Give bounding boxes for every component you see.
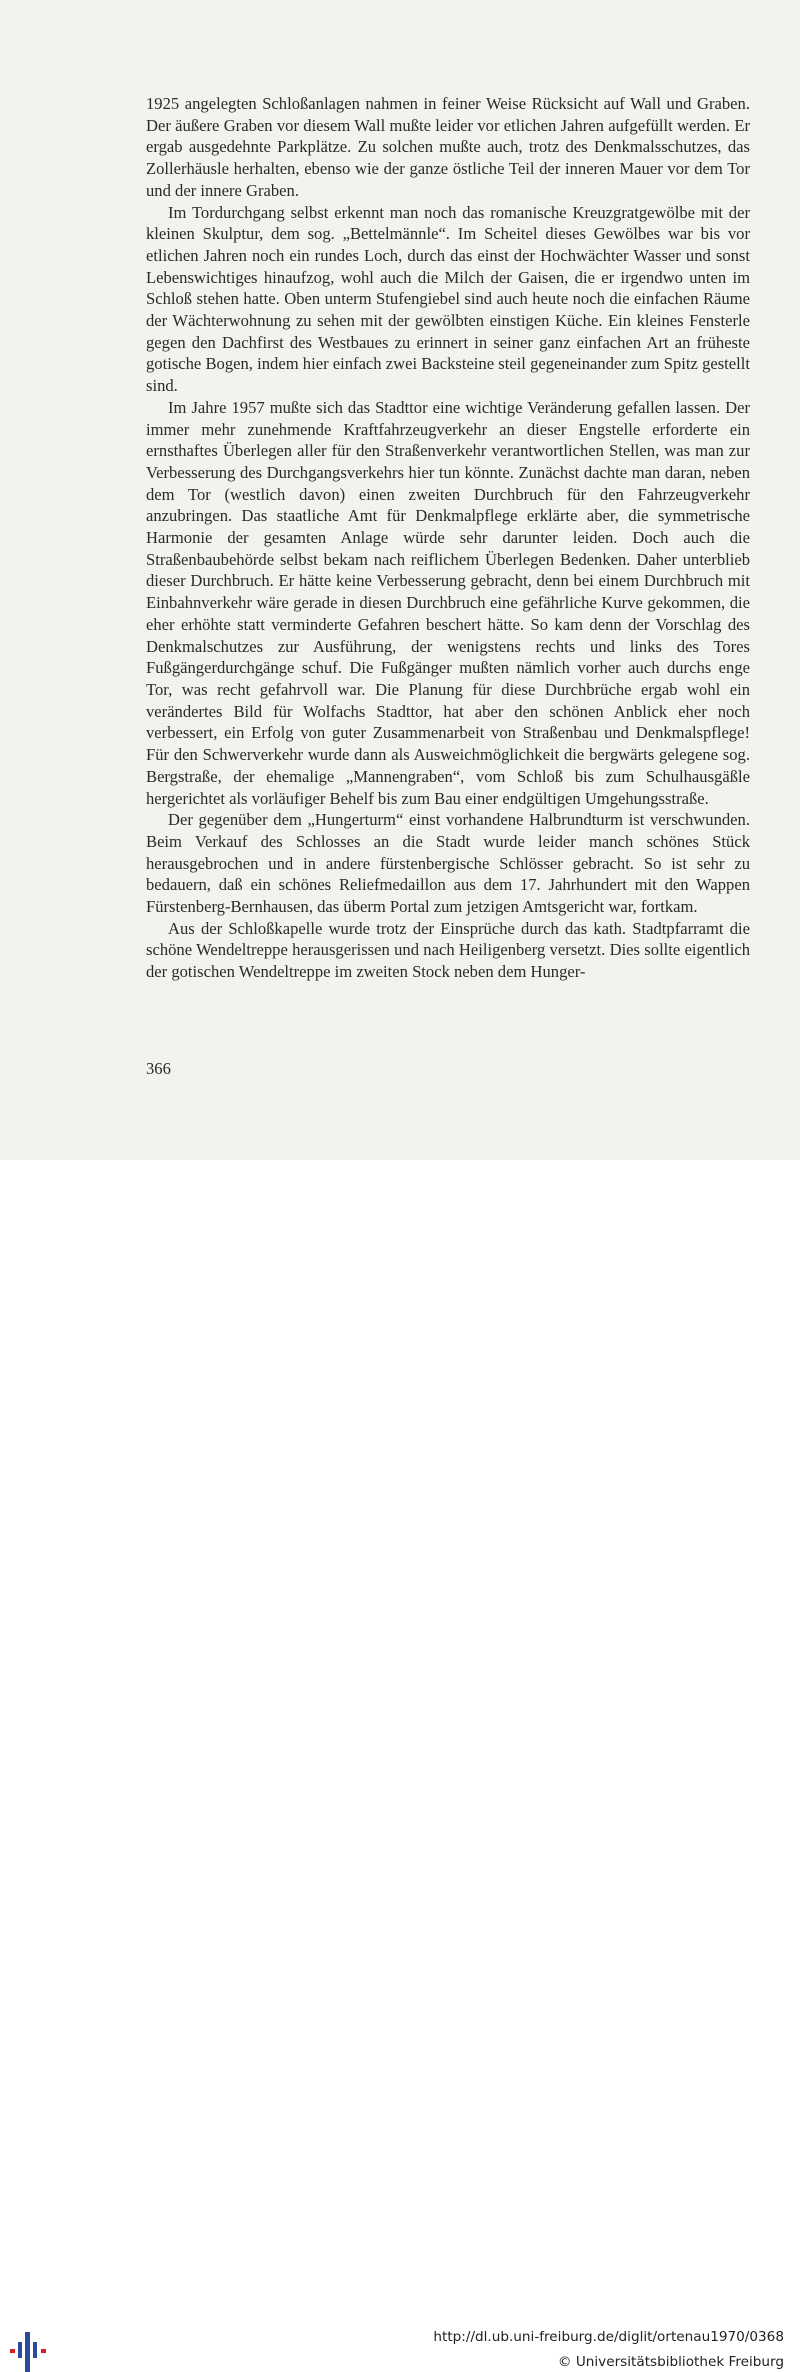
footer [0, 1160, 800, 2370]
body-text [146, 93, 750, 983]
source-url-link[interactable]: http://dl.ub.uni-freiburg.de/diglit/ortenau1970/0368 [433, 2329, 784, 2345]
ub-freiburg-logo-icon [10, 2330, 52, 2372]
paragraph-5: Aus der Schloßkapelle wurde trotz der Einsprüche durch das kath. Stadtpfarramt die schöne Wendeltreppe herausgerissen und nach Heiligenberg versetzt. Dies sollte eigentlich der gotischen Wendeltreppe im zweiten Stock neben dem Hunger- [146, 918, 750, 982]
page-number: 366 [146, 1059, 171, 1078]
copyright-notice: © Universitätsbibliothek Freiburg [557, 2354, 784, 2370]
paragraph-2: Im Tordurchgang selbst erkennt man noch das romanische Kreuzgratgewölbe mit der kleinen Skulptur, dem sog. „Bettelmännle“. Im Scheitel dieses Gewölbes war bis vor etlichen Jahren noch ein rundes Loch, durch das einst der Hochwächter Wasser und sonst Lebenswichtiges hinaufzog, wohl auch die Milch der Gaisen, die er irgendwo unten im Schloß stehen hatte. Oben unterm Stufengiebel sind auch heute noch die einfachen Räume der Wächterwohnung zu sehen mit der gewölbten einstigen Küche. Ein kleines Fensterle gegen den Dachfirst des Westbaues zu erinnert in seiner ganz einfachen Art an früheste gotische Bogen, indem hier einfach zwei Backsteine steil gegeneinander zum Spitz gestellt sind. [146, 202, 750, 396]
paragraph-4: Der gegenüber dem „Hungerturm“ einst vorhandene Halbrundturm ist verschwunden. Beim Verkauf des Schlosses an die Stadt wurde leider manch schönes Stück herausgebrochen und in andere fürstenbergische Schlösser gebracht. So ist sehr zu bedauern, daß ein schönes Reliefmedaillon aus dem 17. Jahrhundert mit den Wappen Fürstenberg-Bernhausen, das überm Portal zum jetzigen Amtsgericht war, fortkam. [146, 810, 750, 917]
paragraph-1: 1925 angelegten Schloßanlagen nahmen in feiner Weise Rücksicht auf Wall und Graben. Der äußere Graben vor diesem Wall mußte leider vor etlichen Jahren aufgefüllt werden. Er ergab ausgedehnte Parkplätze. Zu solchen mußte auch, trotz des Denkmalsschutzes, das Zollerhäusle herhalten, ebenso wie der ganze östliche Teil der inneren Mauer vor dem Tor und der innere Graben. [146, 94, 750, 200]
paragraph-3: Im Jahre 1957 mußte sich das Stadttor eine wichtige Veränderung gefallen lassen. Der immer mehr zunehmende Kraftfahrzeugverkehr an dieser Engstelle erforderte ein ernsthaftes Überlegen aller für den Straßenverkehr verantwortlichen Stellen, was man zur Verbesserung des Durchgangsverkehrs hier tun könnte. Zunächst dachte man daran, neben dem Tor (westlich davon) einen zweiten Durchbruch für den Fahrzeugverkehr anzubringen. Das staatliche Amt für Denkmalpflege erklärte aber, die symmetrische Harmonie der gesamten Anlage würde sehr darunter leiden. Doch auch die Straßenbaubehörde selbst bekam nach reiflichem Überlegen Bedenken. Daher unterblieb dieser Durchbruch. Er hätte keine Verbesserung gebracht, denn bei einem Durchbruch mit Einbahnverkehr wäre gerade in diesen Durchbruch eine gefährliche Kurve gekommen, die eher erhöhte statt verminderte Gefahren beschert hätte. So kam denn der Vorschlag des Denkmalschutzes zur Ausführung, der wenigstens rechts und links des Tores Fußgängerdurchgänge schuf. Die Fußgänger mußten nämlich vorher auch durchs enge Tor, was recht gefahrvoll war. Die Planung für diese Durchbrüche ergab wohl ein verändertes Bild für Wolfachs Stadttor, hat aber den schönen Anblick eher noch verbessert, ein Erfolg von guter Zusammenarbeit von Straßenbau und Denkmalspflege! Für den Schwerverkehr wurde dann als Ausweichmöglichkeit die bergwärts gelegene sog. Bergstraße, der ehemalige „Mannengraben“, vom Schloß bis zum Schulhausgäßle hergerichtet als vorläufiger Behelf bis zum Bau einer endgültigen Umgehungsstraße. [146, 397, 750, 808]
scanned-page [0, 0, 800, 1160]
